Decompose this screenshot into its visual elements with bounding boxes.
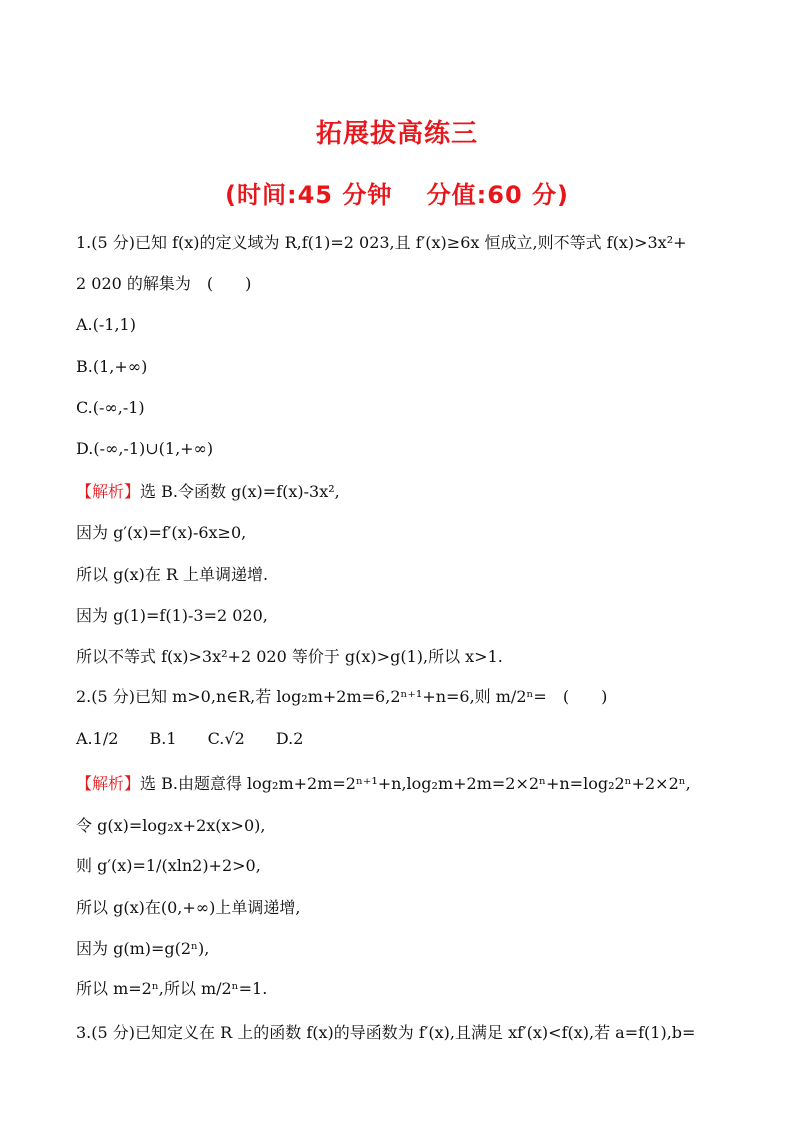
q1-analysis-line-2: 因为 g′(x)=f′(x)-6x≥0, (76, 523, 247, 542)
page-title: 拓展拔高练三 (315, 119, 478, 149)
q2-option-c: C.√2 (207, 729, 245, 748)
q2-analysis-line-6: 所以 m=2ⁿ,所以 m/2ⁿ=1. (76, 979, 268, 998)
q1-option-c: C.(-∞,-1) (76, 398, 145, 417)
q2-stem: 2.(5 分)已知 m>0,n∈R,若 log₂m+2m=6,2ⁿ⁺¹+n=6,则 m/2ⁿ= ( ) (76, 687, 608, 706)
q1-analysis-line-1 (76, 481, 724, 503)
q1-option-d: D.(-∞,-1)∪(1,+∞) (76, 439, 214, 458)
q2-analysis-line-5: 因为 g(m)=g(2ⁿ), (76, 939, 210, 958)
q2-analysis-line-4: 所以 g(x)在(0,+∞)上单调递增, (76, 898, 301, 917)
q2-option-a: A.1/2 (76, 729, 119, 748)
analysis-tag: 【解析】 (76, 774, 141, 793)
q1-option-a: A.(-1,1) (76, 315, 136, 334)
q2-option-d: D.2 (275, 729, 304, 748)
q1-stem-text: 1.(5 分)已知 f(x)的定义域为 R,f(1)=2 023,且 f′(x)≥6x 恒成立,则不等式 f(x)>3x²+ (76, 233, 687, 252)
q2-options (76, 728, 724, 750)
q3-stem: 3.(5 分)已知定义在 R 上的函数 f(x)的导函数为 f′(x),且满足 xf′(x)<f(x),若 a=f(1),b= (76, 1023, 696, 1042)
q2-analysis-line-3: 则 g′(x)=1/(xln2)+2>0, (76, 856, 261, 875)
q1-analysis-line-3: 所以 g(x)在 R 上单调递增. (76, 565, 269, 584)
q2-analysis-text: 选 B.由题意得 log₂m+2m=2ⁿ⁺¹+n,log₂m+2m=2×2ⁿ+n=log₂2ⁿ+2×2ⁿ, (140, 774, 691, 793)
q1-analysis-text: 选 B.令函数 g(x)=f(x)-3x², (140, 482, 340, 501)
q2-option-b: B.1 (149, 729, 177, 748)
q2-analysis-line-2: 令 g(x)=log₂x+2x(x>0), (76, 816, 266, 835)
q1-analysis-line-5: 所以不等式 f(x)>3x²+2 020 等价于 g(x)>g(1),所以 x>1. (76, 647, 503, 666)
q2-analysis-line-1 (76, 773, 724, 795)
q1-analysis-line-4: 因为 g(1)=f(1)-3=2 020, (76, 606, 268, 625)
page-subtitle: (时间:45 分钟 分值:60 分) (225, 181, 569, 209)
q1-stem-line-1 (76, 232, 724, 254)
analysis-tag: 【解析】 (76, 482, 141, 501)
q1-stem-line-2: 2 020 的解集为 ( ) (76, 274, 252, 293)
q1-option-b: B.(1,+∞) (76, 357, 148, 376)
